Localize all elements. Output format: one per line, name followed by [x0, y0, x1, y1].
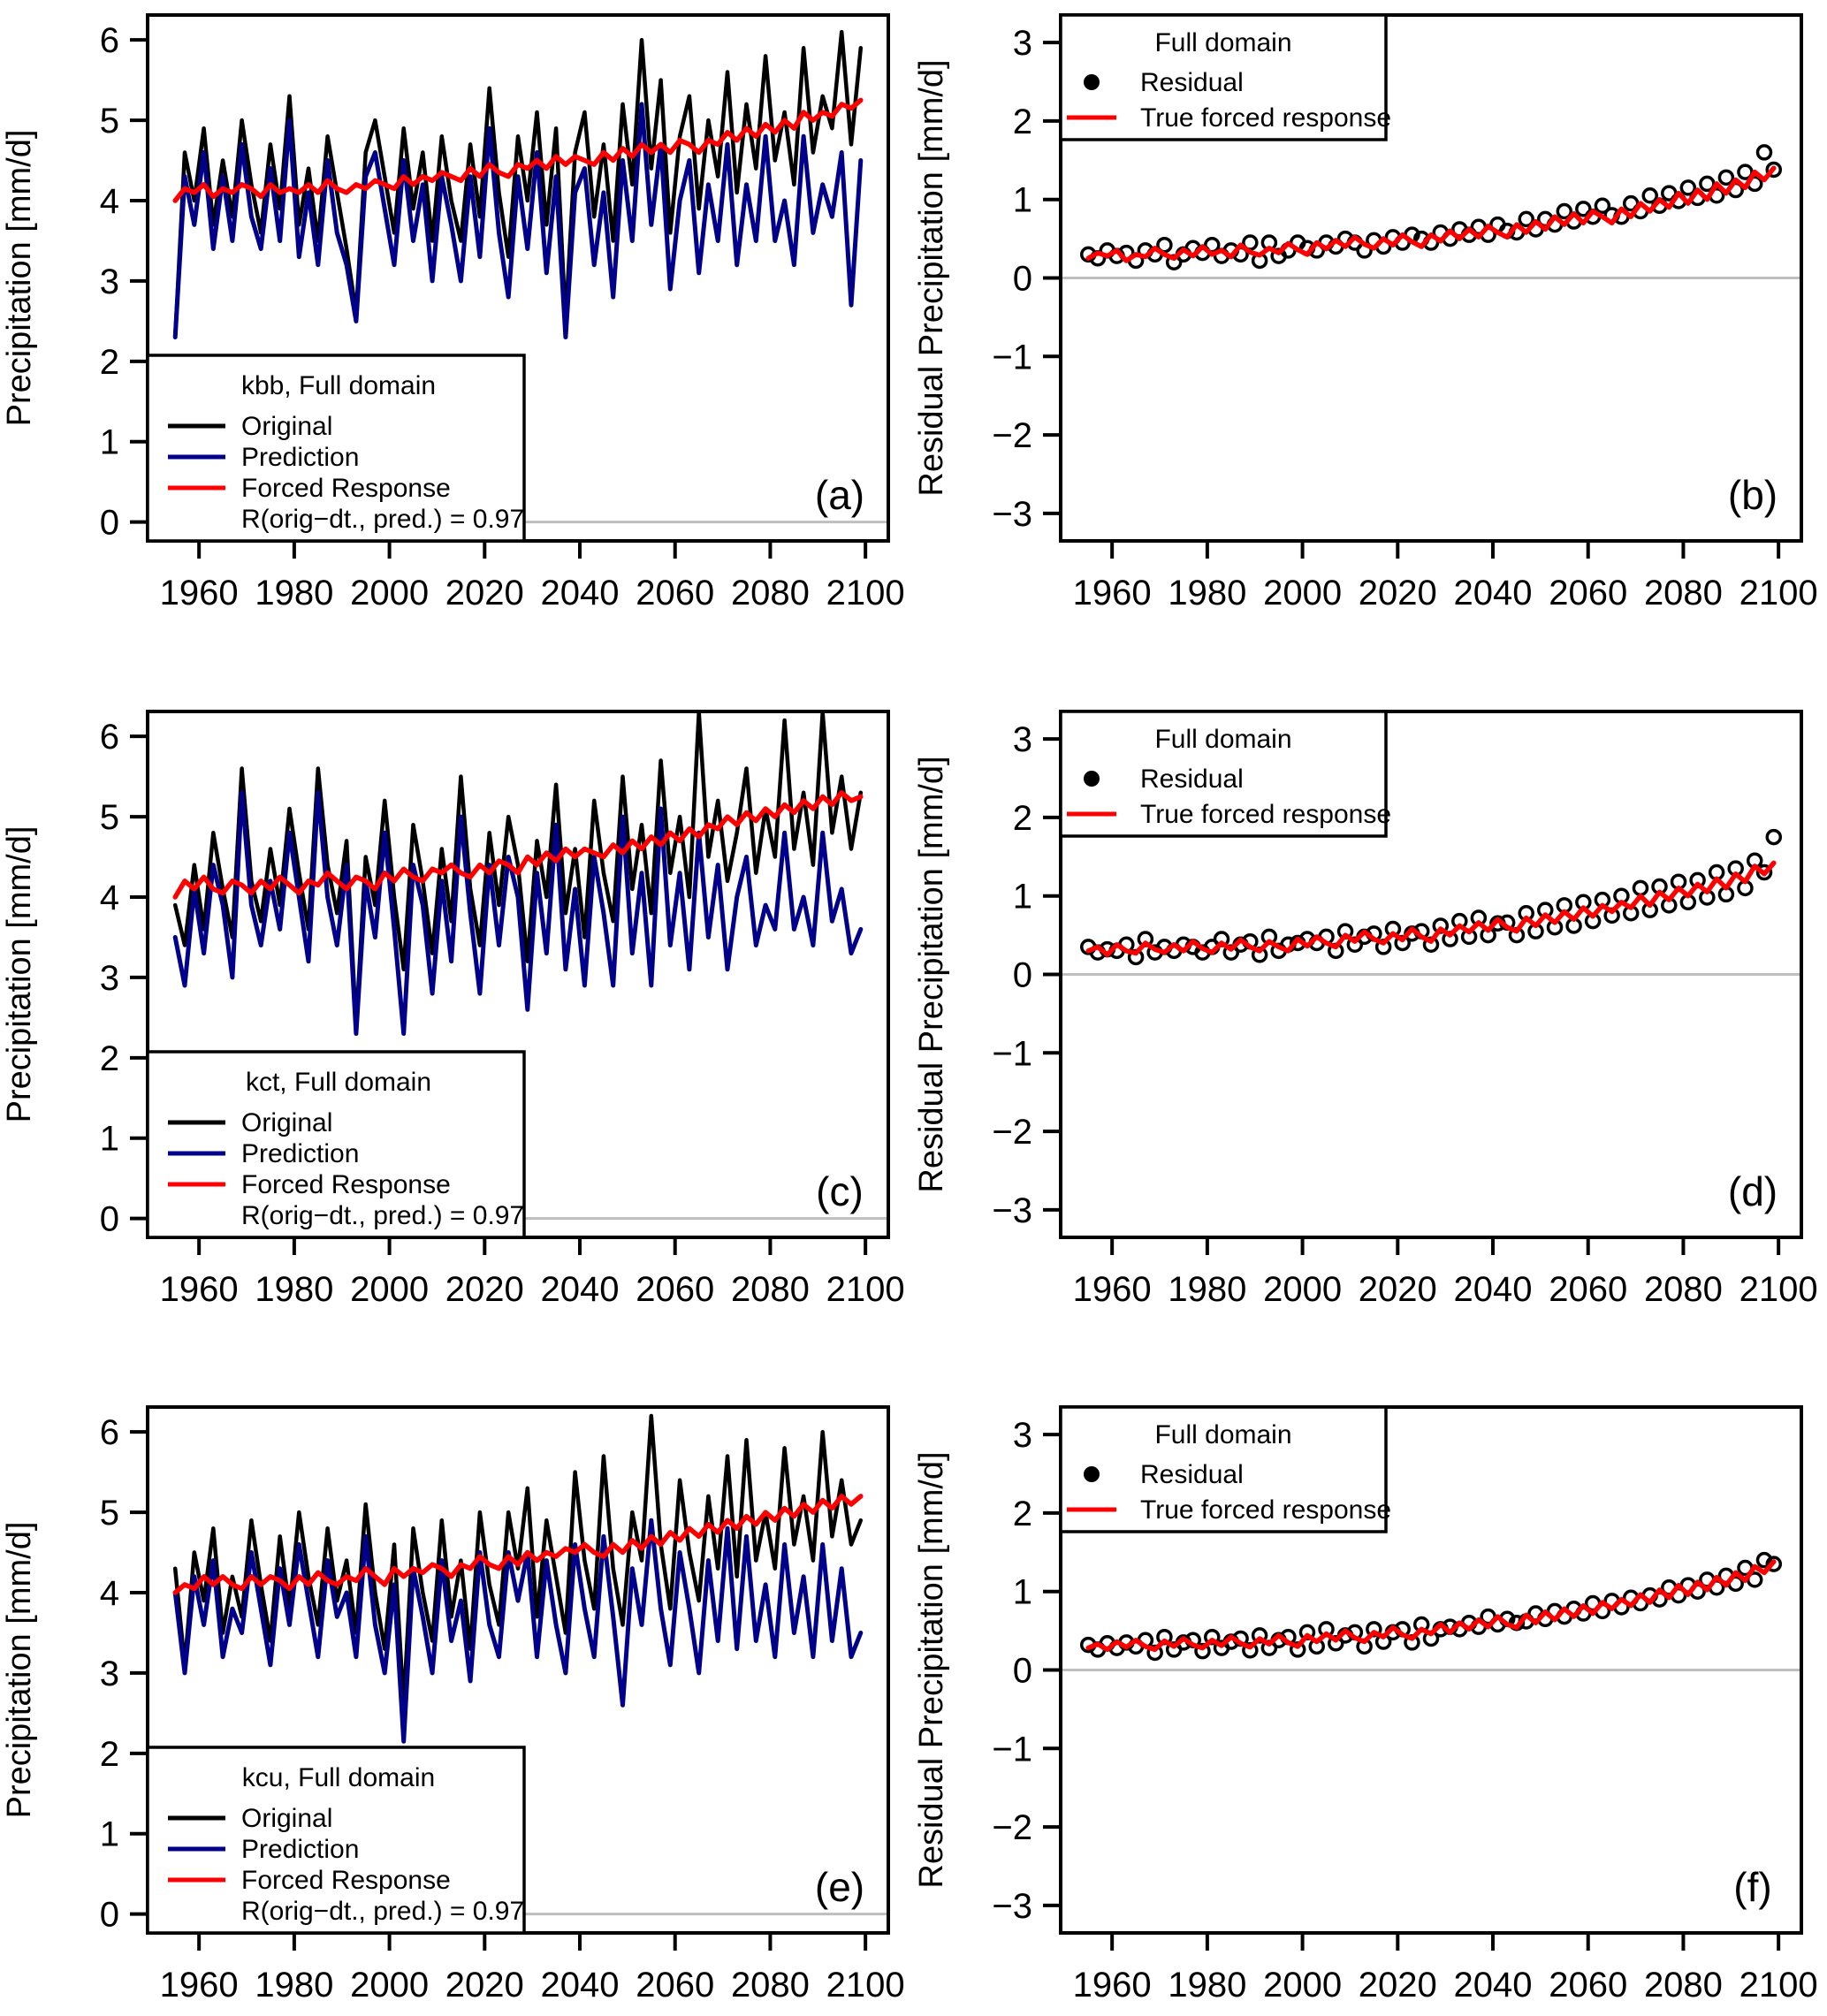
y-tick-label: 1	[1012, 877, 1032, 917]
legend-entry-label: Prediction	[241, 1139, 360, 1168]
y-tick-label: 4	[99, 182, 119, 221]
series-group	[175, 712, 861, 1034]
series-group	[1082, 1554, 1781, 1660]
x-tick-label: 2040	[540, 1270, 620, 1309]
legend-entry-label: True forced response	[1140, 800, 1392, 829]
legend-entry-label: Prediction	[241, 1835, 360, 1864]
y-tick-label: 2	[1012, 102, 1032, 141]
x-tick-label: 2100	[1739, 1966, 1818, 2005]
legend-entry-label: Residual	[1140, 1460, 1244, 1489]
legend-point-sample	[1084, 771, 1100, 787]
y-tick-label: −1	[992, 1730, 1032, 1769]
y-tick-label: 0	[1012, 259, 1032, 299]
legend	[148, 1052, 524, 1237]
y-tick-label: −3	[992, 494, 1032, 534]
y-tick-label: −1	[992, 338, 1032, 377]
x-tick-label: 2080	[1643, 1270, 1723, 1309]
x-tick-label: 2020	[1358, 574, 1437, 612]
legend-title: kbb, Full domain	[240, 371, 437, 400]
y-tick-label: −1	[992, 1034, 1032, 1074]
y-tick-label: 6	[99, 21, 119, 61]
legend-point-sample	[1084, 1466, 1100, 1482]
residual-point	[1633, 881, 1647, 894]
x-tick-label: 2000	[350, 1270, 430, 1309]
y-tick-label: −3	[992, 1191, 1032, 1230]
y-tick-label: 2	[99, 342, 119, 382]
y-tick-label: −2	[992, 416, 1032, 456]
residual-point	[1757, 146, 1770, 159]
y-tick-label: 3	[1012, 720, 1032, 760]
legend-entry-label: True forced response	[1140, 103, 1392, 133]
x-tick-label: 1980	[255, 1966, 334, 2005]
panel-b	[913, 15, 1818, 612]
x-tick-label: 1960	[159, 574, 239, 612]
legend-r-value: R(orig−dt., pred.) = 0.97	[241, 505, 525, 534]
legend-entry-label: Residual	[1140, 68, 1244, 97]
x-tick-label: 2080	[1643, 1966, 1723, 2005]
y-tick-label: 6	[99, 1413, 119, 1453]
y-tick-label: 2	[1012, 798, 1032, 838]
y-axis-title: Precipitation [mm/d]	[1, 129, 38, 427]
y-tick-label: 0	[1012, 1651, 1032, 1691]
panel-d	[913, 711, 1818, 1309]
x-tick-label: 2100	[826, 1966, 905, 2005]
x-tick-label: 2060	[636, 1966, 715, 2005]
legend	[148, 1747, 524, 1933]
y-axis-title: Residual Precipitation [mm/d]	[913, 756, 950, 1193]
x-tick-label: 2020	[1358, 1270, 1437, 1309]
x-tick-label: 2060	[636, 1270, 715, 1309]
panel-label: (c)	[816, 1168, 864, 1214]
legend-r-value: R(orig−dt., pred.) = 0.97	[241, 1201, 525, 1230]
y-axis-title: Residual Precipitation [mm/d]	[913, 1451, 950, 1889]
y-tick-label: 1	[1012, 180, 1032, 220]
x-tick-label: 2040	[540, 574, 620, 612]
y-tick-label: −2	[992, 1113, 1032, 1153]
x-tick-label: 1980	[1168, 1270, 1247, 1309]
legend-point-sample	[1084, 74, 1100, 90]
x-tick-label: 2000	[350, 1966, 430, 2005]
y-tick-label: 6	[99, 718, 119, 757]
y-tick-label: 2	[99, 1038, 119, 1078]
residual-point	[1719, 171, 1732, 184]
panel-a	[1, 15, 905, 612]
x-tick-label: 2100	[826, 574, 905, 612]
x-tick-label: 2000	[1263, 574, 1343, 612]
legend-title: kct, Full domain	[245, 1068, 432, 1097]
legend-title: Full domain	[1154, 725, 1292, 754]
x-tick-label: 2020	[445, 1270, 524, 1309]
x-tick-label: 1960	[1072, 1270, 1152, 1309]
series-line-prediction	[175, 793, 861, 1034]
legend	[1061, 1407, 1391, 1532]
legend-entry-label: Forced Response	[241, 474, 451, 503]
legend-title: kcu, Full domain	[241, 1763, 436, 1792]
x-tick-label: 1960	[159, 1966, 239, 2005]
legend	[148, 355, 524, 541]
y-tick-label: 0	[1012, 955, 1032, 995]
legend-entry-label: True forced response	[1140, 1495, 1392, 1525]
residual-point	[1767, 831, 1780, 844]
y-tick-label: 3	[99, 958, 119, 998]
y-axis-title: Precipitation [mm/d]	[1, 825, 38, 1123]
y-axis-title: Residual Precipitation [mm/d]	[913, 59, 950, 497]
legend	[1061, 15, 1391, 140]
series-group	[1082, 831, 1781, 964]
y-tick-label: 4	[99, 1574, 119, 1613]
series-group	[1082, 146, 1781, 269]
panel-f	[913, 1407, 1818, 2005]
panel-c	[1, 711, 905, 1309]
series-line-true-forced-response	[1088, 863, 1774, 955]
y-tick-label: 0	[99, 1895, 119, 1935]
x-tick-label: 2080	[730, 574, 810, 612]
x-tick-label: 2040	[1453, 1966, 1533, 2005]
y-tick-label: 1	[99, 422, 119, 462]
y-tick-label: 5	[99, 102, 119, 141]
panel-label: (e)	[814, 1864, 865, 1910]
series-line-original	[175, 1416, 861, 1705]
y-axis-title: Precipitation [mm/d]	[1, 1521, 38, 1819]
series-line-true-forced-response	[1088, 168, 1774, 261]
legend-title: Full domain	[1154, 28, 1292, 57]
y-tick-label: 0	[99, 503, 119, 543]
x-tick-label: 2060	[636, 574, 715, 612]
panel-e	[1, 1407, 905, 2005]
x-tick-label: 2060	[1549, 1966, 1628, 2005]
x-tick-label: 2020	[1358, 1966, 1437, 2005]
x-tick-label: 2020	[445, 1966, 524, 2005]
x-tick-label: 2060	[1549, 574, 1628, 612]
x-tick-label: 1960	[1072, 1966, 1152, 2005]
x-tick-label: 2040	[540, 1966, 620, 2005]
y-tick-label: −3	[992, 1886, 1032, 1926]
legend-entry-label: Prediction	[241, 443, 360, 472]
x-tick-label: 1980	[255, 1270, 334, 1309]
x-tick-label: 2060	[1549, 1270, 1628, 1309]
series-group	[175, 32, 861, 337]
legend-entry-label: Original	[241, 1108, 333, 1137]
legend	[1061, 711, 1391, 836]
legend-entry-label: Forced Response	[241, 1866, 451, 1895]
x-tick-label: 1980	[1168, 1966, 1247, 2005]
y-tick-label: 2	[99, 1734, 119, 1774]
legend-entry-label: Original	[241, 1804, 333, 1833]
y-tick-label: 1	[1012, 1572, 1032, 1612]
x-tick-label: 1980	[1168, 574, 1247, 612]
x-tick-label: 2000	[1263, 1270, 1343, 1309]
x-tick-label: 2040	[1453, 574, 1533, 612]
panel-label: (b)	[1727, 472, 1778, 518]
series-group	[175, 1416, 861, 1741]
x-tick-label: 1980	[255, 574, 334, 612]
y-tick-label: 3	[99, 1654, 119, 1693]
y-tick-label: 2	[1012, 1494, 1032, 1533]
x-tick-label: 2100	[1739, 574, 1818, 612]
legend-entry-label: Residual	[1140, 765, 1244, 794]
x-tick-label: 1960	[1072, 574, 1152, 612]
y-tick-label: 1	[99, 1119, 119, 1159]
legend-entry-label: Forced Response	[241, 1170, 451, 1199]
panel-label: (d)	[1727, 1168, 1778, 1214]
x-tick-label: 2100	[1739, 1270, 1818, 1309]
y-tick-label: 3	[1012, 24, 1032, 64]
y-tick-label: 3	[1012, 1416, 1032, 1456]
legend-r-value: R(orig−dt., pred.) = 0.97	[241, 1897, 525, 1926]
x-tick-label: 1960	[159, 1270, 239, 1309]
x-tick-label: 2000	[1263, 1966, 1343, 2005]
y-tick-label: 4	[99, 879, 119, 917]
y-tick-label: 5	[99, 1494, 119, 1533]
y-tick-label: 0	[99, 1199, 119, 1239]
x-tick-label: 2100	[826, 1270, 905, 1309]
panel-label: (f)	[1733, 1864, 1772, 1910]
y-tick-label: −2	[992, 1808, 1032, 1848]
y-tick-label: 1	[99, 1814, 119, 1854]
x-tick-label: 2080	[1643, 574, 1723, 612]
panel-label: (a)	[814, 472, 865, 518]
legend-title: Full domain	[1154, 1420, 1292, 1449]
x-tick-label: 2080	[730, 1270, 810, 1309]
legend-entry-label: Original	[241, 412, 333, 441]
y-tick-label: 3	[99, 262, 119, 301]
x-tick-label: 2020	[445, 574, 524, 612]
x-tick-label: 2080	[730, 1966, 810, 2005]
x-tick-label: 2000	[350, 574, 430, 612]
x-tick-label: 2040	[1453, 1270, 1533, 1309]
series-line-true-forced-response	[1088, 1562, 1774, 1650]
y-tick-label: 5	[99, 798, 119, 838]
